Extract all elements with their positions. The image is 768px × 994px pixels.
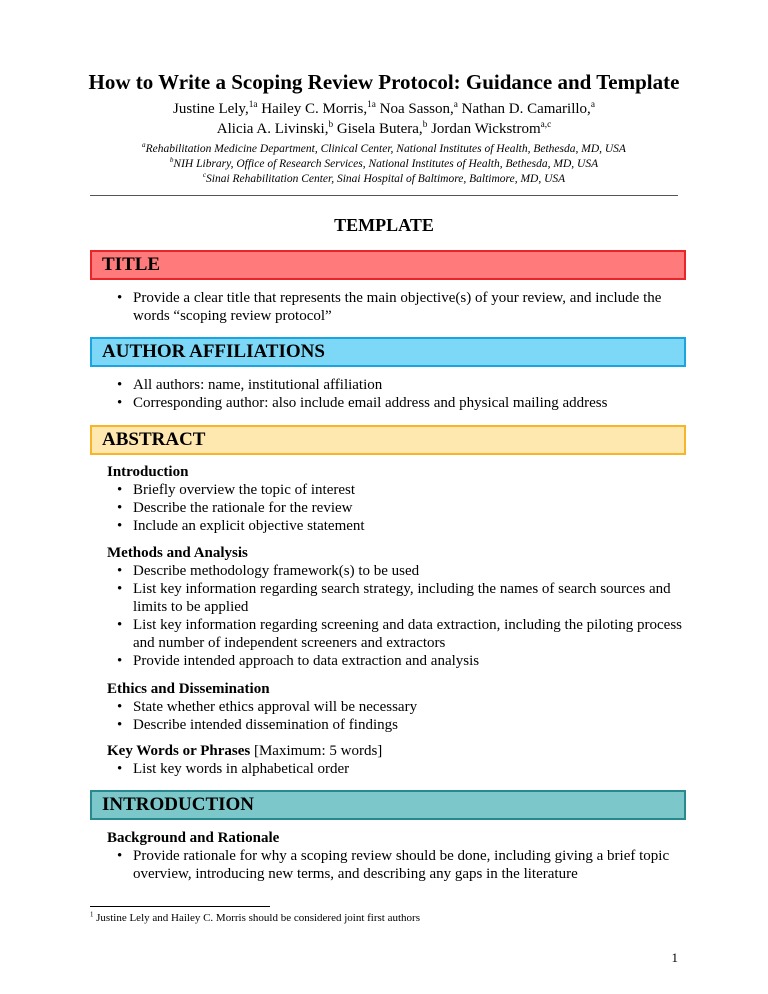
list-item: • List key words in alphabetical order	[107, 760, 687, 778]
affiliation-list	[0, 142, 768, 187]
author-name: Nathan D. Camarillo,	[457, 101, 591, 117]
author-affiliations-section-body	[107, 376, 687, 412]
list-item: • State whether ethics approval will be necessary	[107, 698, 687, 716]
introduction-background-block	[107, 829, 687, 883]
template-heading: TEMPLATE	[334, 215, 434, 235]
footnote-divider	[90, 906, 270, 907]
abstract-section-header: ABSTRACT	[90, 425, 686, 455]
list-item: • All authors: name, institutional affiliation	[107, 376, 687, 394]
subsection-heading: Introduction	[107, 464, 189, 480]
abstract-keywords-block	[107, 742, 687, 778]
author-sup: 1a	[248, 100, 258, 110]
list-item: • Provide rationale for why a scoping review should be done, including giving a brief topic overview, introducing new terms, and describing any gaps in the literature	[107, 847, 687, 883]
list-item: • Provide intended approach to data extraction and analysis	[107, 652, 687, 670]
document-title: How to Write a Scoping Review Protocol: Guidance and Template	[88, 70, 680, 94]
title-section-body	[107, 289, 687, 325]
list-item: • Provide a clear title that represents the main objective(s) of your review, and include the words “scoping review protocol”	[107, 289, 687, 325]
abstract-ethics-block	[107, 680, 687, 734]
author-name: Alicia A. Livinski,	[216, 121, 329, 137]
author-name: Hailey C. Morris,	[257, 101, 368, 117]
list-item: • Describe intended dissemination of findings	[107, 716, 687, 734]
list-item: • Briefly overview the topic of interest	[107, 481, 687, 499]
affiliation-b: $^b$NIH Library, Office of Research Services, National Institutes of Health, Bethesda, MD, USA	[169, 156, 599, 170]
list-item: • Include an explicit objective statement	[107, 517, 687, 535]
author-line-2	[0, 119, 768, 139]
list-item: • List key information regarding search strategy, including the names of search sources and limits to be applied	[107, 580, 687, 616]
header-divider	[90, 195, 678, 196]
abstract-methods-block	[107, 544, 687, 670]
affiliation-a: $^a$Rehabilitation Medicine Department, Clinical Center, National Institutes of Health, Bethesda, MD, USA	[142, 141, 626, 155]
affiliation-c: $^c$Sinai Rehabilitation Center, Sinai Hospital of Baltimore, Baltimore, MD, USA	[202, 171, 566, 185]
author-name: Justine Lely,	[173, 101, 249, 117]
author-sup: a,c	[540, 120, 552, 130]
list-item: • List key information regarding screening and data extraction, including the piloting process and number of independent screeners and extractors	[107, 616, 687, 652]
author-list	[0, 99, 768, 139]
subsection-heading: Ethics and Dissemination	[107, 681, 270, 697]
author-sup: 1a	[367, 100, 376, 110]
author-line-1	[0, 99, 768, 119]
author-name: Gisela Butera,	[333, 121, 423, 137]
author-sup: b	[328, 120, 334, 130]
subsection-heading: Background and Rationale	[107, 830, 280, 846]
subsection-heading: Methods and Analysis	[107, 545, 248, 561]
list-item: • Describe the rationale for the review	[107, 499, 687, 517]
author-name: Jordan Wickstrom	[427, 121, 541, 137]
introduction-section-header: INTRODUCTION	[90, 790, 686, 820]
author-sup: a	[590, 100, 595, 110]
author-sup: b	[422, 120, 428, 130]
title-section-header: TITLE	[90, 250, 686, 280]
footnote: $^1$ Justine Lely and Hailey C. Morris should be considered joint first authors	[90, 911, 420, 924]
list-item: • Corresponding author: also include email address and physical mailing address	[107, 394, 687, 412]
list-item: • Describe methodology framework(s) to be used	[107, 562, 687, 580]
author-sup: a	[453, 100, 458, 110]
author-name: Noa Sasson,	[375, 101, 454, 117]
subsection-heading: Key Words or Phrases [Maximum: 5 words]	[107, 743, 383, 759]
keywords-note: [Maximum: 5 words]	[250, 743, 383, 759]
abstract-introduction-block	[107, 463, 687, 535]
page-number: 1	[671, 950, 678, 965]
author-affiliations-section-header: AUTHOR AFFILIATIONS	[90, 337, 686, 367]
